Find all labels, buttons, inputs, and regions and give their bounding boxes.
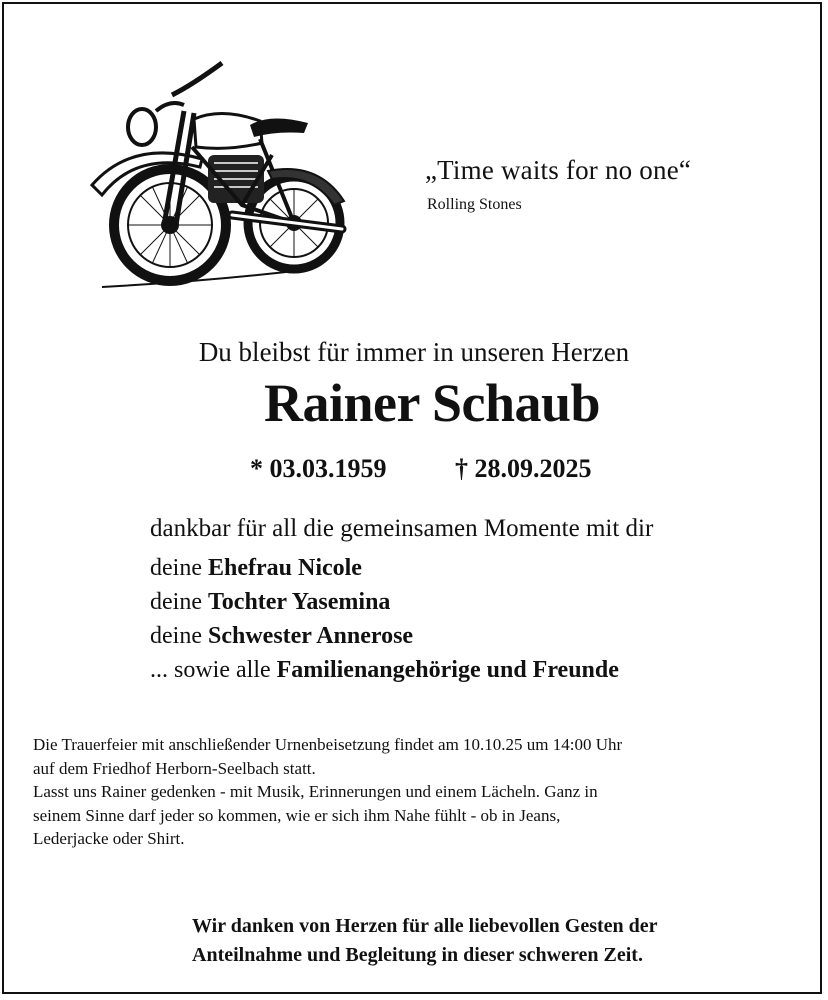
- info-line: Lederjacke oder Shirt.: [33, 829, 185, 848]
- family-member: [150, 619, 619, 653]
- family-relation: Schwester Annerose: [207, 623, 414, 649]
- memorial-subtitle: Du bleibst für immer in unseren Herzen: [198, 337, 630, 367]
- deceased-name: Rainer Schaub: [263, 373, 601, 433]
- info-line: Lasst uns Rainer gedenken - mit Musik, Erinnerungen und einem Lächeln. Ganz in: [33, 782, 598, 801]
- family-prefix: ... sowie alle: [150, 657, 277, 683]
- quote-text: „Time waits for no one“: [425, 155, 692, 185]
- closing-line: Anteilnahme und Begleitung in dieser schweren Zeit.: [192, 944, 643, 966]
- quote-author: Rolling Stones: [427, 196, 522, 213]
- family-prefix: deine: [150, 623, 208, 649]
- family-relation: Ehefrau Nicole: [207, 555, 362, 581]
- thanks-line: dankbar für all die gemeinsamen Momente mit dir: [150, 515, 654, 542]
- family-relation: Tochter Yasemina: [207, 589, 391, 615]
- info-line: seinem Sinne darf jeder so kommen, wie er sich ihm Nahe fühlt - ob in Jeans,: [33, 805, 561, 825]
- family-relation: Familienangehörige und Freunde: [276, 657, 619, 683]
- family-member: [150, 585, 619, 619]
- family-member: [150, 551, 619, 585]
- birth-date: * 03.03.1959: [250, 454, 387, 483]
- death-date: † 28.09.2025: [455, 454, 592, 483]
- closing-thanks: [192, 912, 658, 970]
- info-line: auf dem Friedhof Herborn-Seelbach statt.: [33, 758, 316, 778]
- ceremony-info: [33, 733, 793, 851]
- family-prefix: deine: [150, 555, 208, 581]
- family-member: [150, 653, 619, 687]
- motorcycle-illustration: [72, 55, 362, 295]
- family-list: [150, 551, 619, 687]
- closing-line: Wir danken von Herzen für alle liebevollen Gesten der: [192, 915, 658, 937]
- family-prefix: deine: [150, 589, 208, 615]
- info-line: Die Trauerfeier mit anschließender Urnenbeisetzung findet am 10.10.25 um 14:00 Uhr: [33, 735, 623, 754]
